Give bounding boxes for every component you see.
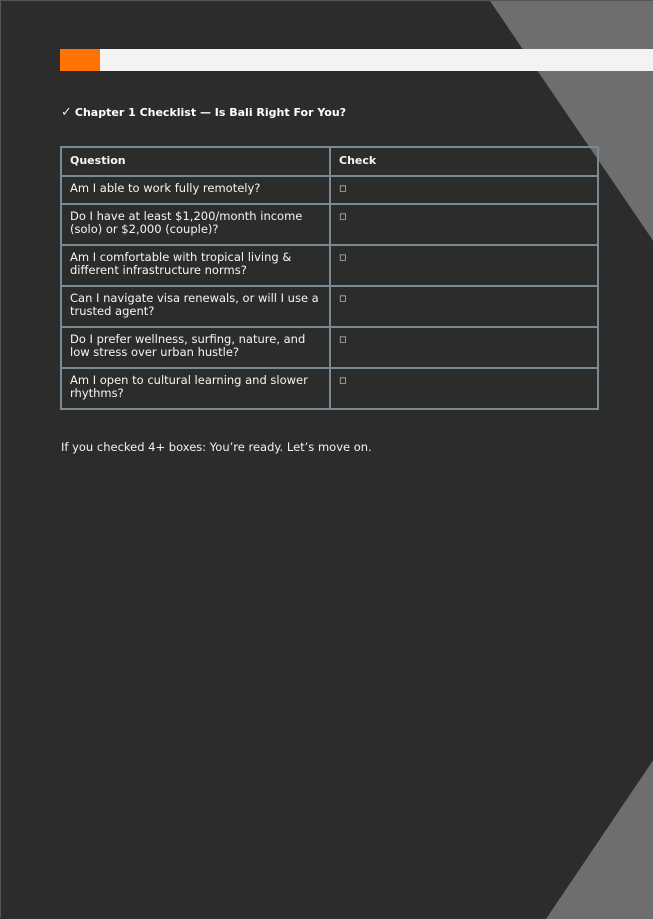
table-row xyxy=(61,204,598,245)
question-cell: Am I able to work fully remotely? xyxy=(61,176,330,204)
table-row xyxy=(61,327,598,368)
checkbox-cell[interactable]: ◻ xyxy=(330,286,598,327)
top-right-corner-decoration xyxy=(1,1,653,919)
checklist-heading-text: Chapter 1 Checklist — Is Bali Right For You? xyxy=(74,106,347,119)
question-cell: Am I open to cultural learning and slower rhythms? xyxy=(61,368,330,409)
header-accent-block xyxy=(60,49,100,71)
question-cell: Am I comfortable with tropical living & different infrastructure norms? xyxy=(61,245,330,286)
checkmark-icon: ✓ xyxy=(61,105,72,120)
checkbox-cell[interactable]: ◻ xyxy=(330,176,598,204)
table-row xyxy=(61,176,598,204)
question-cell: Do I prefer wellness, surfing, nature, and low stress over urban hustle? xyxy=(61,327,330,368)
header-bar xyxy=(60,49,653,71)
table-row xyxy=(61,368,598,409)
question-cell: Do I have at least $1,200/month income (solo) or $2,000 (couple)? xyxy=(61,204,330,245)
table-header-row xyxy=(61,147,598,176)
column-header-question: Question xyxy=(61,147,330,176)
footer-note: If you checked 4+ boxes: You’re ready. Let’s move on. xyxy=(61,440,372,454)
checkbox-cell[interactable]: ◻ xyxy=(330,245,598,286)
checkbox-cell[interactable]: ◻ xyxy=(330,327,598,368)
checklist-table xyxy=(60,146,599,410)
checkbox-cell[interactable]: ◻ xyxy=(330,204,598,245)
checklist-heading xyxy=(61,105,346,120)
table-row xyxy=(61,286,598,327)
column-header-check: Check xyxy=(330,147,598,176)
question-cell: Can I navigate visa renewals, or will I use a trusted agent? xyxy=(61,286,330,327)
checkbox-cell[interactable]: ◻ xyxy=(330,368,598,409)
table-row xyxy=(61,245,598,286)
bottom-corner-triangle xyxy=(546,759,653,919)
